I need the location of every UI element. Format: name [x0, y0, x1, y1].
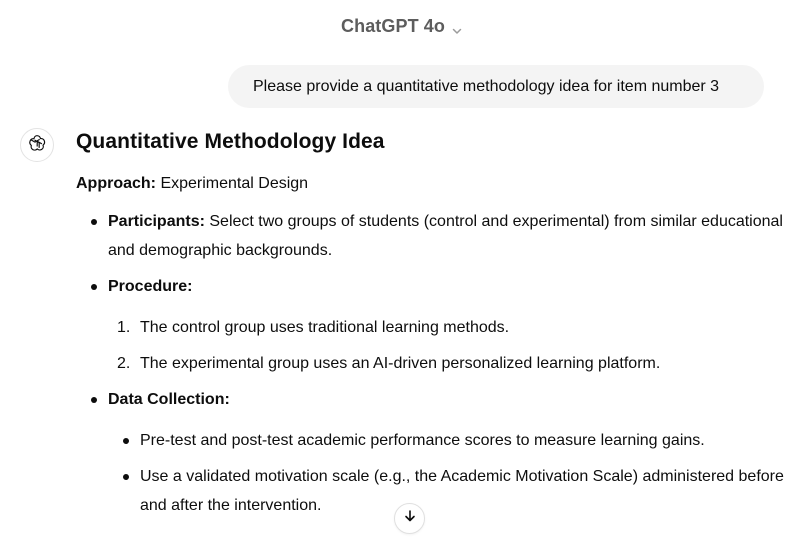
list-item-participants — [76, 207, 786, 265]
approach-label: Approach: — [76, 175, 156, 192]
step-number: 1. — [117, 319, 131, 336]
procedure-label: Procedure: — [108, 278, 193, 295]
participants-label: Participants: — [108, 213, 205, 230]
assistant-avatar — [20, 128, 54, 162]
participants-text: Select two groups of students (control and experimental) from similar educational and demographic backgrounds. — [108, 213, 783, 259]
data-collection-item: Pre-test and post-test academic performance scores to measure learning gains. — [108, 426, 786, 455]
chevron-down-icon — [451, 21, 463, 33]
user-message-text: Please provide a quantitative methodology idea for item number 3 — [253, 77, 720, 95]
procedure-steps — [108, 313, 786, 378]
response-heading: Quantitative Methodology Idea — [76, 130, 385, 153]
data-collection-item: Use a validated motivation scale (e.g., the Academic Motivation Scale) administered before and after the intervention. — [108, 462, 786, 520]
step-text: The experimental group uses an AI-driven personalized learning platform. — [140, 355, 661, 372]
user-message-bubble — [228, 65, 764, 108]
arrow-down-icon — [403, 509, 417, 528]
data-collection-label: Data Collection: — [108, 391, 230, 408]
model-switcher-button[interactable] — [341, 16, 463, 37]
data-collection-items — [108, 426, 786, 520]
procedure-step — [108, 349, 786, 378]
list-item-procedure — [76, 272, 786, 378]
step-number: 2. — [117, 355, 131, 372]
approach-value: Experimental Design — [160, 175, 309, 192]
scroll-to-bottom-button[interactable] — [394, 503, 425, 534]
openai-logo-icon — [27, 133, 47, 158]
model-name: ChatGPT 4o — [341, 16, 446, 36]
procedure-step — [108, 313, 786, 342]
methodology-list — [76, 207, 786, 520]
approach-line — [76, 173, 786, 195]
step-text: The control group uses traditional learning methods. — [140, 319, 510, 336]
assistant-message — [76, 128, 786, 527]
list-item-data-collection — [76, 385, 786, 520]
